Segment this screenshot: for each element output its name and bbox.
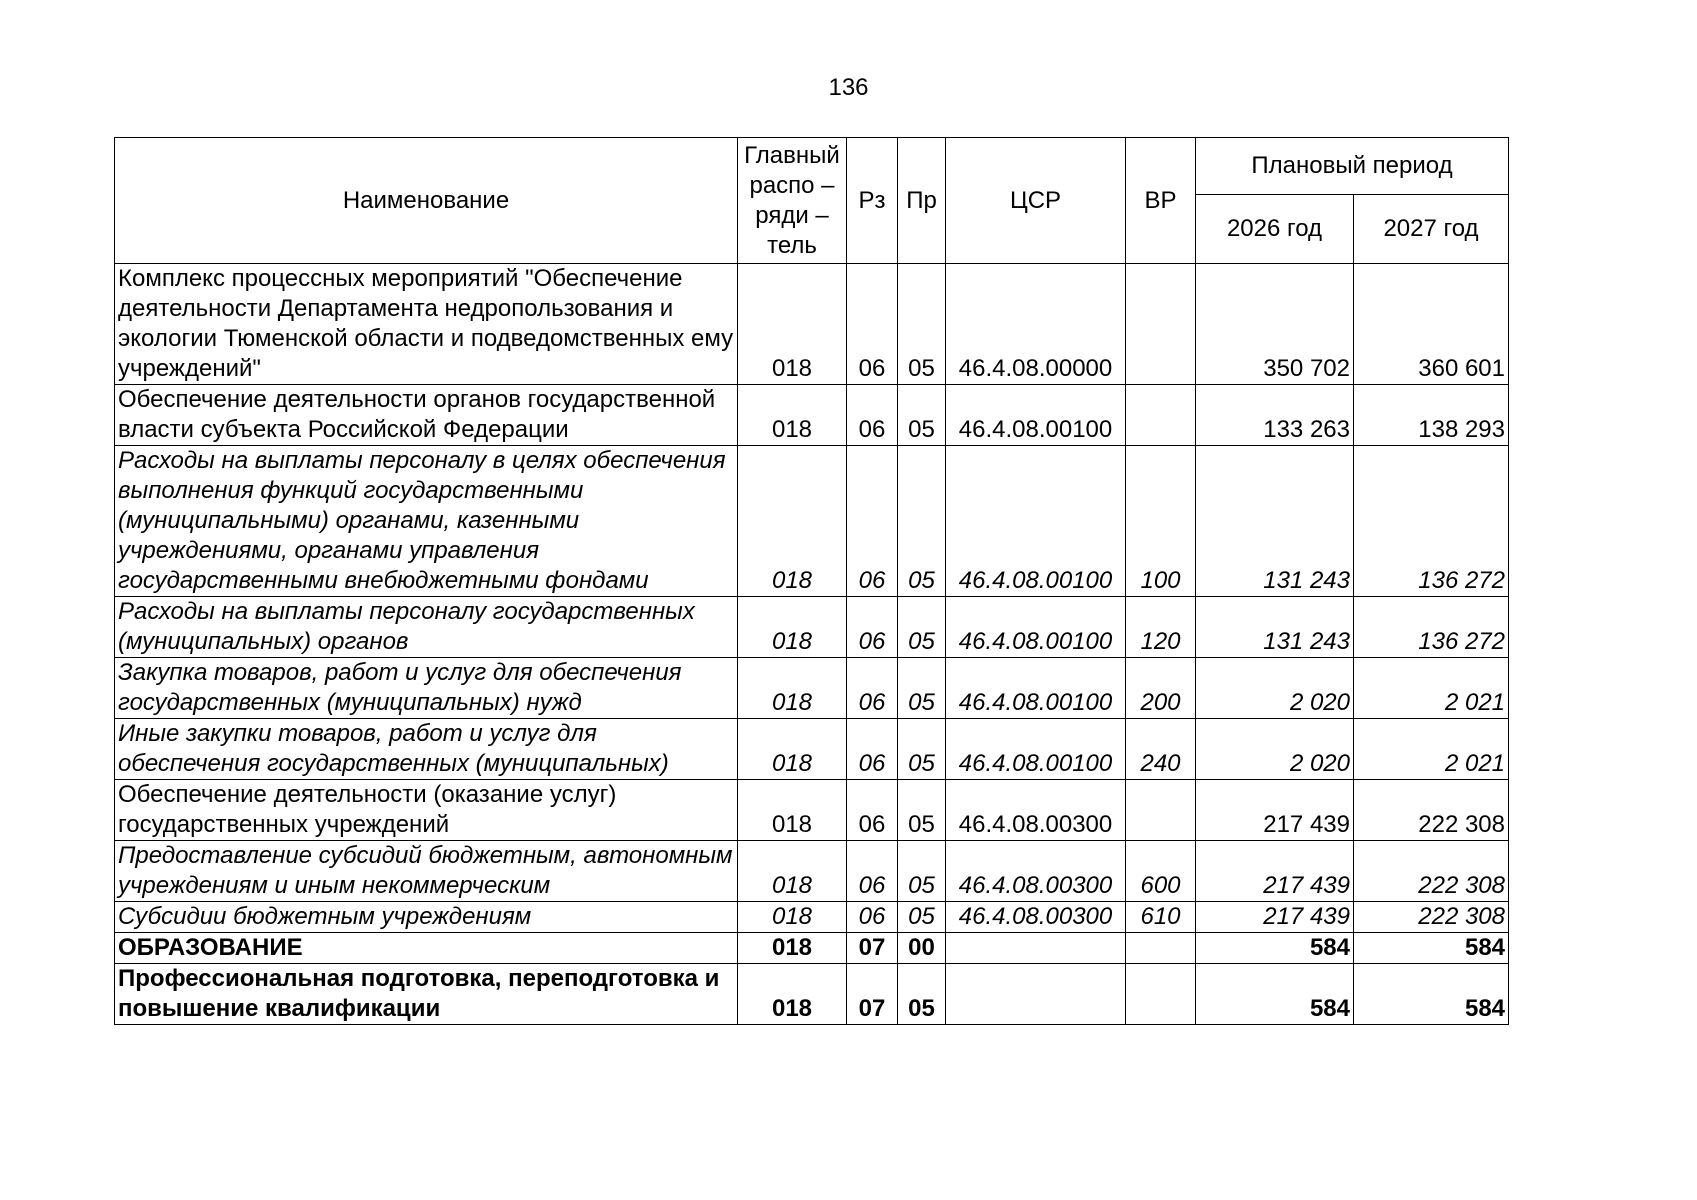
- table-row: [115, 964, 1509, 1025]
- row-csr: 46.4.08.00000: [946, 264, 1126, 385]
- row-amount-2026: 2 020: [1196, 658, 1354, 719]
- table-header: [115, 138, 1509, 264]
- table-row: [115, 446, 1509, 597]
- row-name: Субсидии бюджетным учреждениям: [115, 902, 738, 933]
- row-amount-2027: 584: [1354, 933, 1509, 964]
- row-grbs: 018: [738, 933, 847, 964]
- row-amount-2026: 131 243: [1196, 597, 1354, 658]
- row-amount-2027: 222 308: [1354, 780, 1509, 841]
- row-rz: 06: [847, 385, 898, 446]
- header-pr: Пр: [898, 138, 946, 264]
- row-grbs: 018: [738, 719, 847, 780]
- row-grbs: 018: [738, 964, 847, 1025]
- row-amount-2026: 133 263: [1196, 385, 1354, 446]
- row-pr: 05: [898, 597, 946, 658]
- table-row: [115, 780, 1509, 841]
- row-vr: [1126, 780, 1196, 841]
- row-grbs: 018: [738, 841, 847, 902]
- header-vr: ВР: [1126, 138, 1196, 264]
- row-csr: [946, 964, 1126, 1025]
- row-csr: 46.4.08.00300: [946, 902, 1126, 933]
- row-grbs: 018: [738, 446, 847, 597]
- row-grbs: 018: [738, 264, 847, 385]
- row-vr: 100: [1126, 446, 1196, 597]
- header-rz: Рз: [847, 138, 898, 264]
- row-name: Закупка товаров, работ и услуг для обеспечения государственных (муниципальных) нужд: [115, 658, 738, 719]
- table-row: [115, 933, 1509, 964]
- table-row: [115, 597, 1509, 658]
- row-amount-2026: 2 020: [1196, 719, 1354, 780]
- budget-table: [114, 137, 1509, 1025]
- row-name: ОБРАЗОВАНИЕ: [115, 933, 738, 964]
- row-csr: [946, 933, 1126, 964]
- row-rz: 06: [847, 780, 898, 841]
- row-csr: 46.4.08.00100: [946, 597, 1126, 658]
- table-body: [115, 264, 1509, 1025]
- row-csr: 46.4.08.00100: [946, 719, 1126, 780]
- table-row: [115, 841, 1509, 902]
- row-csr: 46.4.08.00300: [946, 780, 1126, 841]
- row-amount-2027: 136 272: [1354, 597, 1509, 658]
- row-rz: 06: [847, 264, 898, 385]
- row-grbs: 018: [738, 658, 847, 719]
- header-csr: ЦСР: [946, 138, 1126, 264]
- row-name: Обеспечение деятельности органов государственной власти субъекта Российской Федерации: [115, 385, 738, 446]
- row-csr: 46.4.08.00100: [946, 658, 1126, 719]
- row-pr: 05: [898, 446, 946, 597]
- row-amount-2027: 2 021: [1354, 658, 1509, 719]
- row-rz: 06: [847, 841, 898, 902]
- row-vr: 610: [1126, 902, 1196, 933]
- row-rz: 07: [847, 933, 898, 964]
- table-row: [115, 902, 1509, 933]
- row-rz: 06: [847, 658, 898, 719]
- row-name: Обеспечение деятельности (оказание услуг) государственных учреждений: [115, 780, 738, 841]
- row-rz: 06: [847, 902, 898, 933]
- row-pr: 05: [898, 964, 946, 1025]
- row-pr: 05: [898, 719, 946, 780]
- row-name: Иные закупки товаров, работ и услуг для обеспечения государственных (муниципальных): [115, 719, 738, 780]
- table-row: [115, 658, 1509, 719]
- row-name: Расходы на выплаты персоналу государственных (муниципальных) органов: [115, 597, 738, 658]
- row-vr: 200: [1126, 658, 1196, 719]
- row-vr: 600: [1126, 841, 1196, 902]
- row-grbs: 018: [738, 902, 847, 933]
- row-vr: [1126, 933, 1196, 964]
- header-year-2027: 2027 год: [1354, 195, 1509, 264]
- header-name: Наименование: [115, 138, 738, 264]
- row-vr: 120: [1126, 597, 1196, 658]
- row-csr: 46.4.08.00100: [946, 385, 1126, 446]
- row-grbs: 018: [738, 385, 847, 446]
- row-vr: [1126, 385, 1196, 446]
- row-vr: [1126, 264, 1196, 385]
- row-csr: 46.4.08.00100: [946, 446, 1126, 597]
- header-year-2026: 2026 год: [1196, 195, 1354, 264]
- row-amount-2026: 350 702: [1196, 264, 1354, 385]
- row-name: Предоставление субсидий бюджетным, автономным учреждениям и иным некоммерческим: [115, 841, 738, 902]
- row-grbs: 018: [738, 780, 847, 841]
- row-pr: 05: [898, 264, 946, 385]
- row-rz: 06: [847, 719, 898, 780]
- row-name: Комплекс процессных мероприятий "Обеспечение деятельности Департамента недропользования и экологии Тюменской области и подведомственных ему учреждений": [115, 264, 738, 385]
- row-pr: 05: [898, 385, 946, 446]
- header-planning-period: Плановый период: [1196, 138, 1509, 195]
- row-pr: 05: [898, 841, 946, 902]
- row-amount-2027: 136 272: [1354, 446, 1509, 597]
- row-pr: 00: [898, 933, 946, 964]
- page-number: 136: [828, 74, 869, 101]
- row-amount-2027: 222 308: [1354, 902, 1509, 933]
- row-amount-2027: 138 293: [1354, 385, 1509, 446]
- table-row: [115, 719, 1509, 780]
- row-amount-2026: 131 243: [1196, 446, 1354, 597]
- header-grbs: Главный распо – ряди – тель: [738, 138, 847, 264]
- row-name: Профессиональная подготовка, переподготовка и повышение квалификации: [115, 964, 738, 1025]
- row-amount-2026: 217 439: [1196, 902, 1354, 933]
- row-name: Расходы на выплаты персоналу в целях обеспечения выполнения функций государственными (муниципальными) органами, казенными учреждениями, органами управления государственными внебюджетными фондами: [115, 446, 738, 597]
- row-amount-2027: 584: [1354, 964, 1509, 1025]
- row-rz: 07: [847, 964, 898, 1025]
- table-row: [115, 264, 1509, 385]
- row-vr: 240: [1126, 719, 1196, 780]
- row-amount-2027: 360 601: [1354, 264, 1509, 385]
- row-amount-2026: 217 439: [1196, 841, 1354, 902]
- row-amount-2026: 584: [1196, 964, 1354, 1025]
- table-row: [115, 385, 1509, 446]
- row-amount-2026: 584: [1196, 933, 1354, 964]
- row-pr: 05: [898, 780, 946, 841]
- row-csr: 46.4.08.00300: [946, 841, 1126, 902]
- row-rz: 06: [847, 446, 898, 597]
- row-pr: 05: [898, 902, 946, 933]
- row-vr: [1126, 964, 1196, 1025]
- row-rz: 06: [847, 597, 898, 658]
- row-amount-2027: 2 021: [1354, 719, 1509, 780]
- row-amount-2027: 222 308: [1354, 841, 1509, 902]
- row-pr: 05: [898, 658, 946, 719]
- row-grbs: 018: [738, 597, 847, 658]
- row-amount-2026: 217 439: [1196, 780, 1354, 841]
